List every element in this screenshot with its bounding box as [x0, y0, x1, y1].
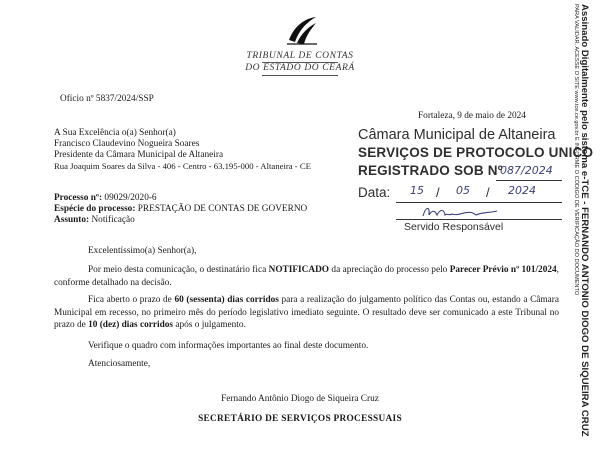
signer-name: Fernando Antônio Diogo de Siqueira Cruz: [221, 394, 379, 404]
date-separator-1: /: [436, 185, 440, 200]
stamp-reg-number: 087/2024: [500, 164, 553, 177]
tce-logo-icon: [285, 14, 319, 46]
stamp-date-month: 05: [456, 184, 470, 197]
verification-margin-text: PARA VALIDAR, ACESSE O SITE www.tce.ce.gov.br E INFORME O CÓDIGO DE VERIFICAÇÃO DO DOCUMENTO: [573, 4, 579, 296]
recipient-line-2: Francisco Claudevino Nogueira Soares: [54, 139, 200, 149]
reg-number-line: [496, 180, 562, 181]
recipient-line-4: Rua Joaquim Soares da Silva - 406 - Centro - 63.195-000 - Altaneira - CE: [54, 161, 311, 171]
signer-title: SECRETÁRIO DE SERVIÇOS PROCESSUAIS: [198, 414, 402, 424]
assunto-value: Notificação: [91, 215, 135, 225]
stamp-service-name: SERVIÇOS DE PROTOCOLO UNICO: [358, 145, 594, 160]
responsible-line: [396, 219, 562, 220]
stamp-date-day: 15: [410, 184, 424, 197]
recipient-line-1: A Sua Excelência o(a) Senhor(a): [54, 128, 176, 138]
stamp-chamber-name: Câmara Municipal de Altaneira: [358, 127, 556, 143]
processo-value: 09029/2020-6: [104, 193, 157, 203]
closing: Atenciosamente,: [88, 359, 151, 369]
org-name-line1: TRIBUNAL DE CONTAS: [246, 51, 354, 61]
digital-signature-margin-text: Assinado Digitalmente pelo sistema e-TCE - FERNANDO ANTONIO DIOGO DE SIQUEIRA CRUZ: [579, 4, 590, 437]
letterhead-rule-2: [262, 75, 338, 76]
date-line: [396, 202, 562, 203]
stamp-responsible-label: Servido Responsável: [404, 221, 504, 233]
assunto-row: [54, 215, 135, 226]
assunto-label: Assunto:: [54, 215, 90, 225]
recipient-line-3: Presidente da Câmara Municipal de Altaneira: [54, 150, 224, 160]
especie-value: PRESTAÇÃO DE CONTAS DE GOVERNO: [137, 204, 308, 214]
especie-label: Espécie do processo:: [54, 204, 136, 214]
processo-label: Processo nº:: [54, 193, 103, 203]
stamp-date-label: Data:: [358, 185, 391, 200]
responsible-signature-icon: [420, 204, 500, 220]
stamp-registered-label: REGISTRADO SOB Nº: [358, 163, 503, 178]
oficio-number: Ofício nº 5837/2024/SSP: [60, 94, 154, 104]
paragraph-notification: Por meio desta comunicação, o destinatário fica NOTIFICADO da apreciação do processo pelo Parecer Prévio nº 101/2024, conforme detalhado na decisão.: [54, 265, 559, 288]
place-date: Fortaleza, 9 de maio de 2024: [418, 111, 526, 121]
verify-note: Verifique o quadro com informações importantes ao final deste documento.: [88, 341, 369, 351]
stamp-date-year: 2024: [508, 184, 536, 197]
especie-row: [54, 204, 307, 215]
paragraph-deadline: Fica aberto o prazo de 60 (sessenta) dias corridos para a realização do julgamento político das Contas ou, estando a Câmara Municipal em recesso, no primeiro mês do período legislativo imediato seguinte. O resultado deve ser comunicado a este Tribunal no prazo de 10 (dez) dias corridos após o julgamento.: [54, 295, 559, 330]
org-name-line2: DO ESTADO DO CEARÁ: [245, 63, 355, 73]
date-separator-2: /: [486, 185, 490, 200]
salutation: Excelentíssimo(a) Senhor(a),: [88, 246, 197, 256]
processo-row: [54, 193, 157, 204]
